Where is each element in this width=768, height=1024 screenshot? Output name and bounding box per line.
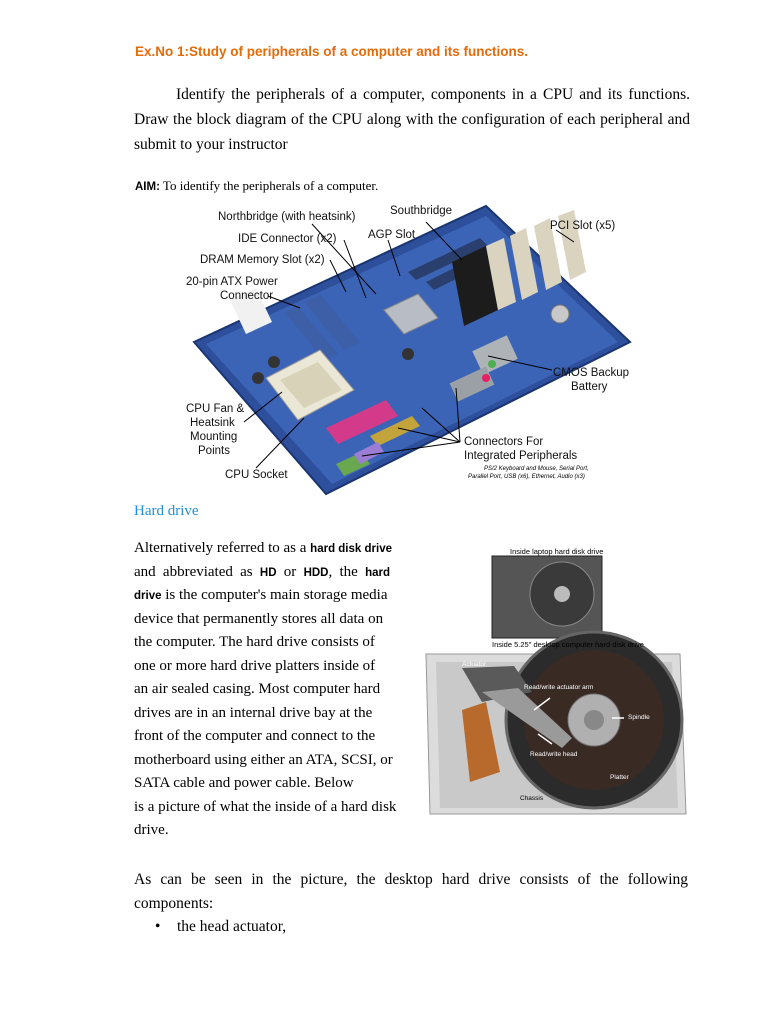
bullet-icon: • xyxy=(155,918,161,935)
motherboard-figure xyxy=(186,202,632,498)
hd-line: drive is the computer's main storage media xyxy=(134,587,388,603)
label-actuator-arm: Read/write actuator arm xyxy=(524,684,594,691)
hd-line: drives are in an internal drive bay at the xyxy=(134,704,373,721)
label-northbridge: Northbridge (with heatsink) xyxy=(218,211,356,223)
label-cmos-1: CMOS Backup xyxy=(553,367,630,379)
aim-text: To identify the peripherals of a computer. xyxy=(159,178,379,193)
hard-drive-title: Hard drive xyxy=(134,503,199,519)
exercise-heading: Ex.No 1:Study of peripherals of a computer and its functions. xyxy=(135,44,529,59)
hd-line: one or more hard drive platters inside of xyxy=(134,657,376,674)
hd-line: Alternatively referred to as a hard disk drive xyxy=(134,540,392,556)
hd-line: motherboard using either an ATA, SCSI, or xyxy=(134,751,393,768)
label-southbridge: Southbridge xyxy=(390,205,453,217)
label-spindle: Spindle xyxy=(628,714,650,721)
components-paragraph: As can be seen in the picture, the desktop hard drive consists of the following components: xyxy=(134,871,688,912)
label-cmos-2: Battery xyxy=(571,381,608,393)
label-cpu-fan-1: CPU Fan & xyxy=(186,403,245,415)
hd-line: SATA cable and power cable. Below xyxy=(134,775,354,791)
label-ide-connector: IDE Connector (x2) xyxy=(238,233,337,245)
hd-line: drive. xyxy=(134,822,169,838)
label-actuator: Actuator xyxy=(462,661,487,668)
hard-drive-paragraph xyxy=(134,537,397,843)
label-connectors-1: Connectors For xyxy=(464,436,544,448)
hd-line: an air sealed casing. Most computer hard xyxy=(134,681,381,697)
intro-paragraph: Identify the peripherals of a computer, components in a CPU and its functions. Draw the block diagram of the CPU along with the configuration of each peripheral and submit to your instructor xyxy=(134,86,690,153)
label-connectors-2: Integrated Peripherals xyxy=(464,450,578,462)
label-dram-slot: DRAM Memory Slot (x2) xyxy=(200,254,325,266)
label-cpu-fan-2: Heatsink xyxy=(190,417,235,429)
label-cpu-fan-3: Mounting xyxy=(190,431,238,443)
list-item: • the head actuator, xyxy=(155,918,287,935)
aim-line xyxy=(135,178,378,194)
label-agp-slot: AGP Slot xyxy=(368,229,416,241)
hd-line: is a picture of what the inside of a hard disk xyxy=(134,798,397,815)
hd-line: the computer. The hard drive consists of xyxy=(134,634,375,650)
caption-laptop-hdd: Inside laptop hard disk drive xyxy=(510,547,604,556)
label-pci-slot: PCI Slot (x5) xyxy=(550,220,616,232)
label-atx-power-2: Connector xyxy=(220,290,274,302)
label-atx-power-1: 20-pin ATX Power xyxy=(186,276,278,288)
label-chassis: Chassis xyxy=(520,795,544,802)
label-rw-head: Read/write head xyxy=(530,751,578,758)
aim-label: AIM: xyxy=(135,181,160,193)
hd-line: front of the computer and connect to the xyxy=(134,728,376,744)
caption-desktop-hdd: Inside 5.25" desktop computer hard disk drive xyxy=(492,640,644,649)
hd-line: and abbreviated as HD or HDD, the hard xyxy=(134,563,391,580)
label-cpu-socket: CPU Socket xyxy=(225,469,288,481)
label-connectors-detail-2: Parallel Port, USB (x6), Ethernet, Audio (x3) xyxy=(468,474,585,480)
hd-line: device that permanently stores all data on xyxy=(134,610,384,627)
hard-drive-image xyxy=(422,542,688,820)
label-connectors-detail-1: PS/2 Keyboard and Mouse, Serial Port, xyxy=(484,466,589,472)
components-list xyxy=(155,918,286,936)
label-platter: Platter xyxy=(610,774,629,781)
hard-drive-figure xyxy=(422,542,688,820)
label-cpu-fan-4: Points xyxy=(198,445,230,457)
